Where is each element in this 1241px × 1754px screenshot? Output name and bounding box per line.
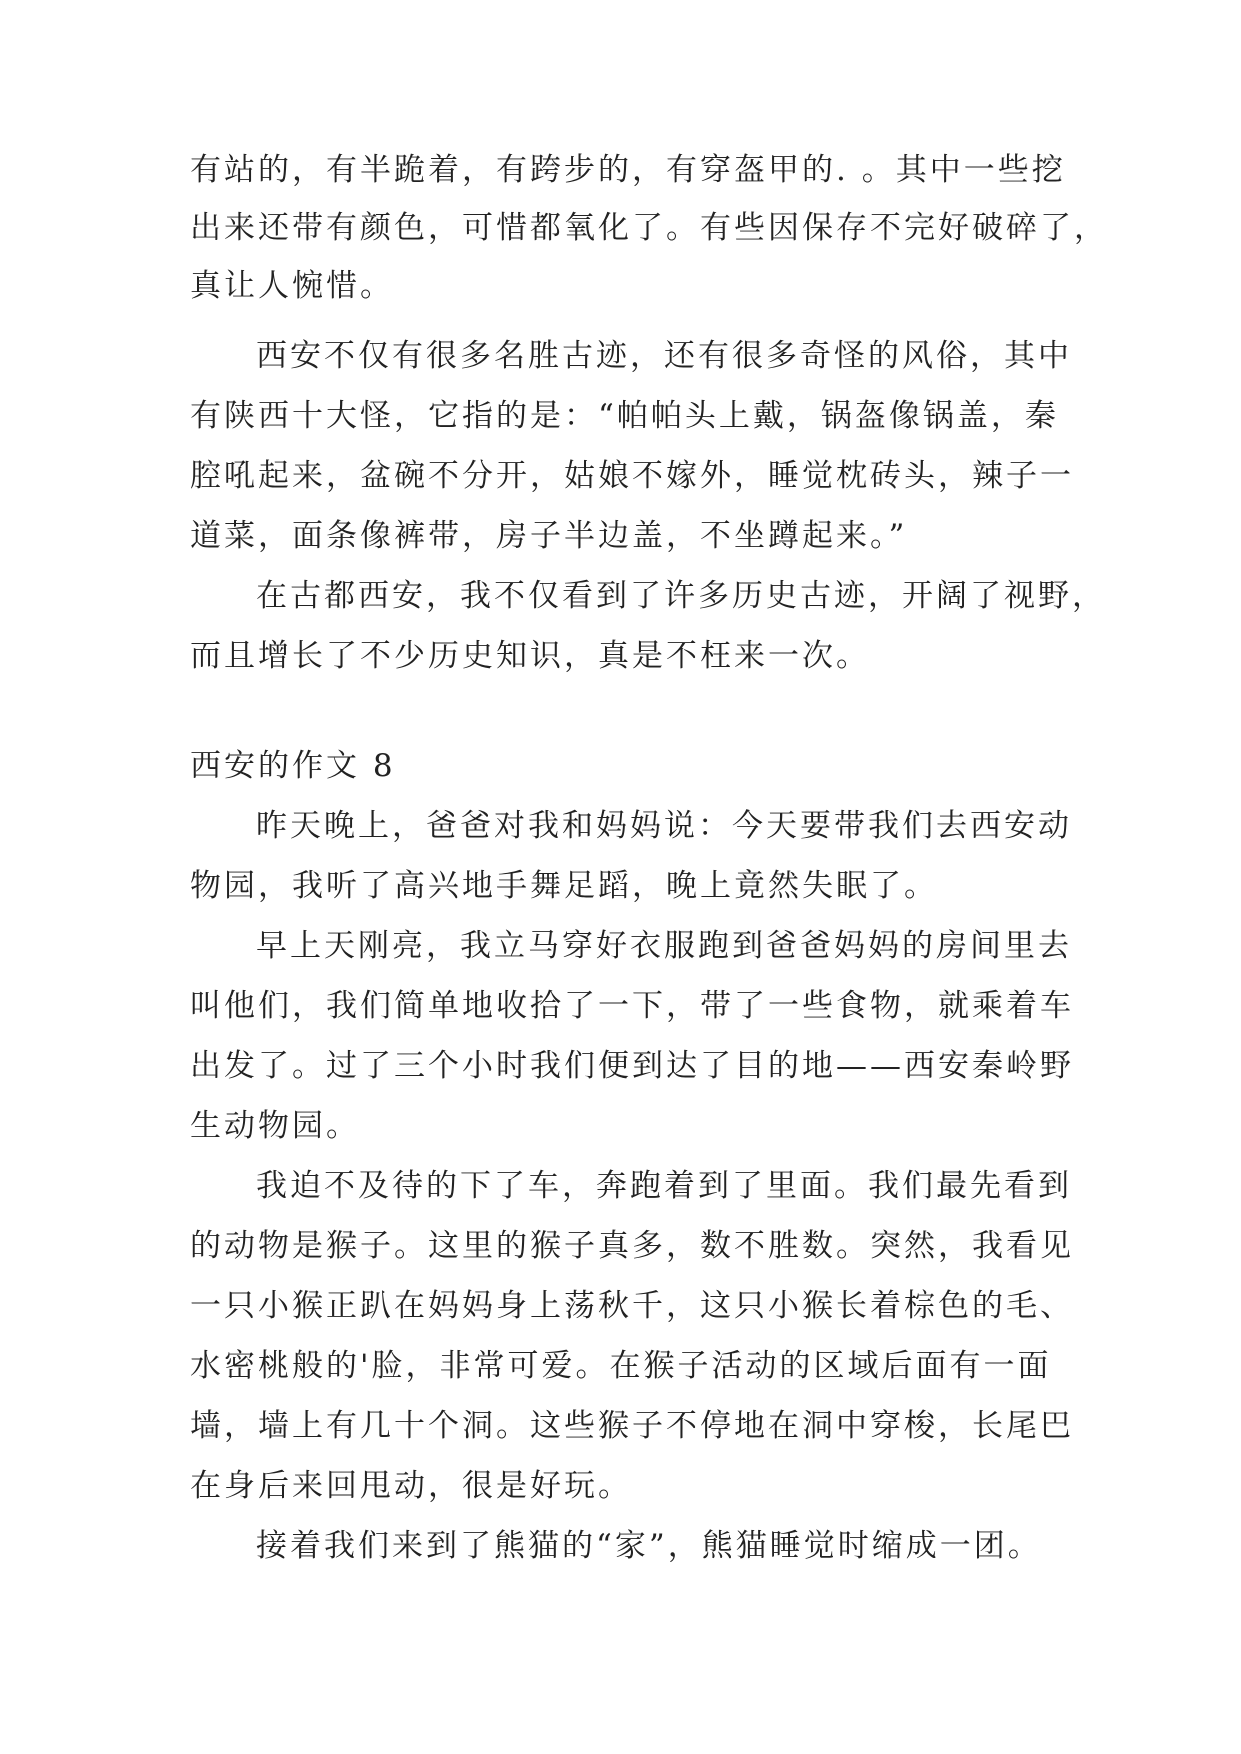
text-line: 的动物是猴子。这里的猴子真多，数不胜数。突然，我看见 <box>190 1228 1074 1264</box>
paragraph-start: 在古都西安，我不仅看到了许多历史古迹，开阔了视野， <box>256 578 1106 614</box>
paragraph-start: 昨天晚上，爸爸对我和妈妈说：今天要带我们去西安动 <box>256 808 1072 844</box>
text-line: 真让人惋惜。 <box>190 268 394 304</box>
text-line: 一只小猴正趴在妈妈身上荡秋千，这只小猴长着棕色的毛、 <box>190 1288 1074 1324</box>
text-line: 出发了。过了三个小时我们便到达了目的地——西安秦岭野 <box>190 1048 1074 1084</box>
text-line: 生动物园。 <box>190 1108 360 1144</box>
text-line: 道菜，面条像裤带，房子半边盖，不坐蹲起来。” <box>190 518 908 554</box>
text-line: 有陕西十大怪，它指的是：“帕帕头上戴，锅盔像锅盖，秦 <box>190 398 1059 434</box>
text-line: 叫他们，我们简单地收拾了一下，带了一些食物，就乘着车 <box>190 988 1074 1024</box>
text-line: 水密桃般的'脸，非常可爱。在猴子活动的区域后面有一面 <box>190 1348 1052 1384</box>
section-title: 西安的作文 8 <box>190 748 396 784</box>
text-line: 墙，墙上有几十个洞。这些猴子不停地在洞中穿梭，长尾巴 <box>190 1408 1074 1444</box>
text-line: 有站的，有半跪着，有跨步的，有穿盔甲的. 。其中一些挖 <box>190 152 1066 188</box>
paragraph-start: 接着我们来到了熊猫的“家”，熊猫睡觉时缩成一团。 <box>256 1528 1042 1564</box>
paragraph-start: 我迫不及待的下了车，奔跑着到了里面。我们最先看到 <box>256 1168 1072 1204</box>
paragraph-start: 早上天刚亮，我立马穿好衣服跑到爸爸妈妈的房间里去 <box>256 928 1072 964</box>
text-line: 在身后来回甩动，很是好玩。 <box>190 1468 632 1504</box>
paragraph-start: 西安不仅有很多名胜古迹，还有很多奇怪的风俗，其中 <box>256 338 1072 374</box>
text-line: 而且增长了不少历史知识，真是不枉来一次。 <box>190 638 870 674</box>
text-line: 腔吼起来，盆碗不分开，姑娘不嫁外，睡觉枕砖头，辣子一 <box>190 458 1074 494</box>
text-line: 物园，我听了高兴地手舞足蹈，晚上竟然失眠了。 <box>190 868 938 904</box>
text-line: 出来还带有颜色，可惜都氧化了。有些因保存不完好破碎了， <box>190 210 1108 246</box>
